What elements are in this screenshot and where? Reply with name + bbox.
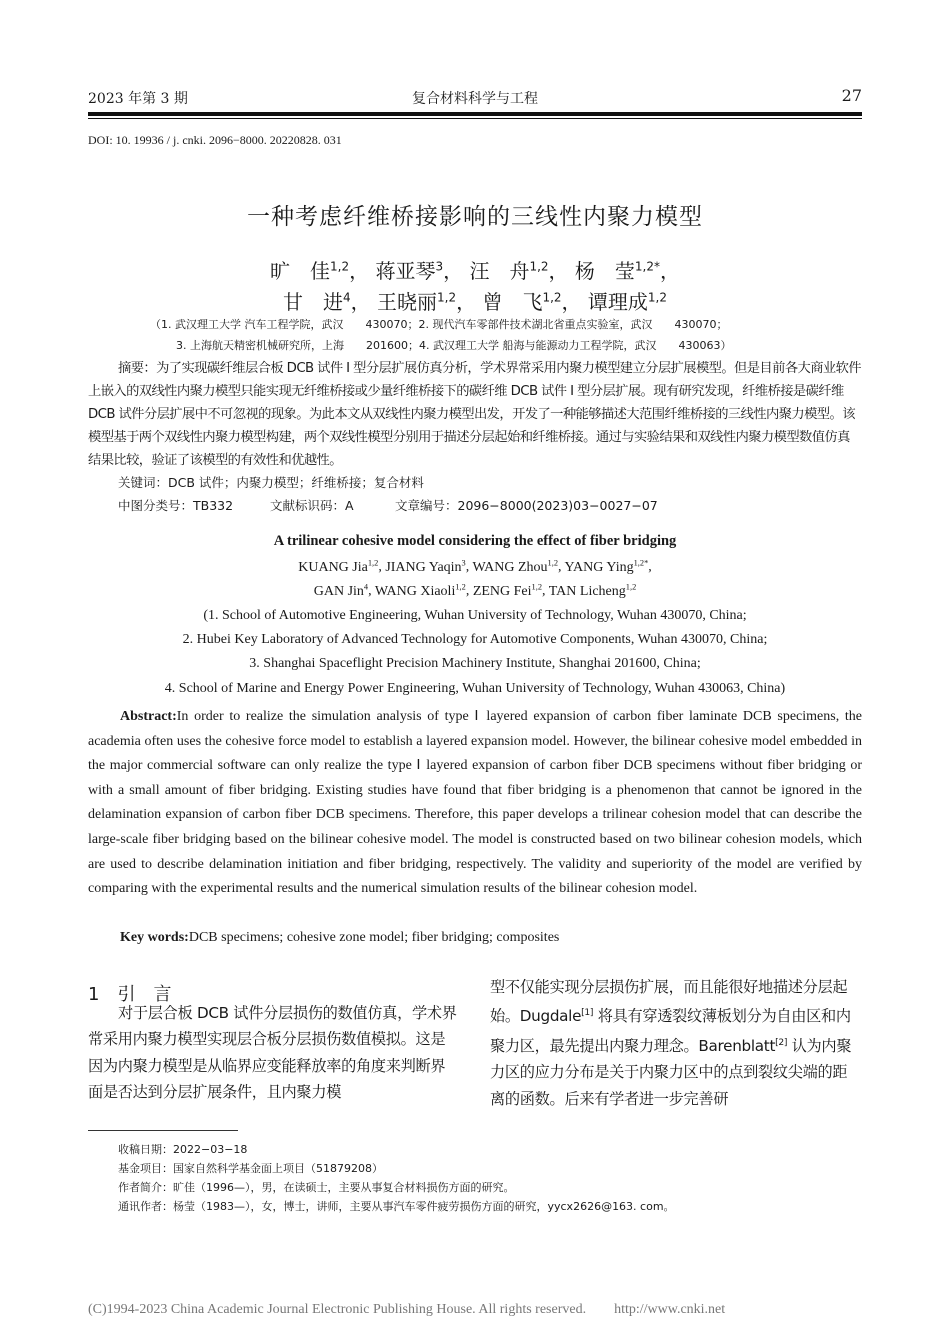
citation-1[interactable]: [1] xyxy=(581,1008,594,1019)
title-en: A trilinear cohesive model considering the effect of fiber bridging xyxy=(273,533,677,549)
affiliation-cn: 3. 上海航天精密机械研究所，上海 201600；4. 武汉理工大学 船海与能源动力工程学院，武汉 430063） xyxy=(176,339,732,352)
authors-cn-line2: 甘 进$^4$， 王晓丽$^{1,2}$， 曾 飞$^{1,2}$， 谭理成$^{1,2}$ xyxy=(283,290,667,314)
copyright-footer: (C)1994-2023 China Academic Journal Electronic Publishing House. All rights reserved. http://www.cnki.net xyxy=(88,1302,726,1317)
author-en: TAN Licheng$^{1,2}$ xyxy=(548,582,637,599)
author-cn: 王晓丽$^{1,2}$ xyxy=(377,290,457,314)
author-cn: 旷 佳$^{1,2}$ xyxy=(270,259,350,283)
classification-doc-code: 文献标识码：A xyxy=(270,498,354,513)
footnote-rule xyxy=(88,1130,238,1131)
author-en: WANG Zhou$^{1,2}$ xyxy=(472,558,558,575)
keywords-en-label: Key words: xyxy=(120,930,189,945)
author-cn: 汪 舟$^{1,2}$ xyxy=(469,259,549,283)
author-cn: 甘 进$^4$ xyxy=(283,290,351,314)
author-en: YANG Ying$^{1,2*}$ xyxy=(564,558,649,575)
header-page-number: 27 xyxy=(841,86,862,105)
author-en: KUANG Jia$^{1,2}$ xyxy=(298,558,379,575)
header-rule-thin xyxy=(88,118,862,119)
footnote-funding: 基金项目：国家自然科学基金面上项目（51879208） xyxy=(118,1162,383,1175)
body-column-right xyxy=(490,974,862,1112)
header-rule-thick xyxy=(88,112,862,116)
author-cn: 谭理成$^{1,2}$ xyxy=(587,290,667,314)
author-cn: 杨 莹$^{1,2*}$ xyxy=(574,259,660,283)
paragraph: 型不仅能实现分层损伤扩展，而且能很好地描述分层起始。Dugdale[1] 将具有穿透裂纹薄板划分为自由区和内聚力区，最先提出内聚力理念。Barenblatt[2] 认为内聚力区的应力分布是关于内聚力区中的点到裂纹尖端的距离的函数。后来有学者进一步完善研 xyxy=(490,978,852,1108)
abstract-en-label: Abstract: xyxy=(120,709,177,724)
authors-en-line2: GAN Jin$^4$, WANG Xiaoli$^{1,2}$, ZENG Fei$^{1,2}$, TAN Licheng$^{1,2}$ xyxy=(313,582,637,599)
author-en: ZENG Fei$^{1,2}$ xyxy=(472,582,542,599)
affiliation-cn: （1. 武汉理工大学 汽车工程学院，武汉 430070；2. 现代汽车零部件技术湖北省重点实验室，武汉 430070； xyxy=(150,318,728,331)
author-en: WANG Xiaoli$^{1,2}$ xyxy=(374,582,466,599)
affiliation-en: 4. School of Marine and Energy Power Engineering, Wuhan University of Technology, Wuhan 430063, China) xyxy=(164,681,786,696)
author-en: GAN Jin$^4$ xyxy=(313,582,369,599)
header-issue: 2023 年第 3 期 xyxy=(88,91,188,107)
classification-clc: 中图分类号：TB332 xyxy=(118,498,234,513)
paragraph: 对于层合板 DCB 试件分层损伤的数值仿真，学术界常采用内聚力模型实现层合板分层损伤数值模拟。这是因为内聚力模型是从临界应变能释放率的角度来判断界面是否达到分层扩展条件，且内聚力模 xyxy=(88,1004,457,1102)
author-cn: 蒋亚琴$^3$ xyxy=(375,259,444,283)
doi: DOI: 10. 19936 / j. cnki. 2096−8000. 20220828. 031 xyxy=(88,133,342,147)
abstract-cn: 摘要：为了实现碳纤维层合板 DCB 试件 Ⅰ 型分层扩展仿真分析，学术界常采用内聚力模型建立分层扩展模型。但是目前各大商业软件上嵌入的双线性内聚力模型只能实现无纤维桥接或少量纤维桥接下的碳纤维 DCB 试件 Ⅰ 型分层扩展。现有研究发现，纤维桥接是碳纤维 DCB 试件分层扩展中不可忽视的现象。为此本文从双线性内聚力模型出发，开发了一种能够描述大范围纤维桥接的三线性内聚力模型。该模型基于两个双线性内聚力模型构建，两个双线性模型分别用于描述分层起始和纤维桥接。通过与实验结果和双线性内聚力模型数值仿真结果比较，验证了该模型的有效性和优越性。 xyxy=(88,361,862,468)
author-en: JIANG Yaqin$^3$ xyxy=(385,558,466,575)
section-1-title: 1 引 言 xyxy=(88,984,172,1005)
body-column-left xyxy=(88,1000,460,1106)
affiliation-en: 3. Shanghai Spaceflight Precision Machinery Institute, Shanghai 201600, China; xyxy=(249,656,701,671)
footnote-received: 收稿日期：2022−03−18 xyxy=(118,1143,248,1156)
author-cn: 曾 飞$^{1,2}$ xyxy=(482,290,562,314)
abstract-en xyxy=(88,705,862,902)
header-journal: 复合材料科学与工程 xyxy=(412,91,538,107)
abstract-en-text: In order to realize the simulation analysis of type Ⅰ layered expansion of carbon fiber laminate DCB specimens, the academia often uses the cohesive force model to establish a layered expansion model. However, the bilinear cohesive model embedded in the major commercial software can only realize the type Ⅰ layered expansion of carbon fiber DCB specimens without fiber bridging or with a small amount of fiber bridging. Existing studies have found that fiber bridging is a phenomenon that cannot be ignored in the delamination expansion of carbon fiber DCB specimens. Therefore, this paper develops a trilinear cohesion model that can describe the large-scale fiber bridging based on the bilinear cohesive model. The model is constructed based on two bilinear cohesion models, which are used to describe delamination initiation and fiber bridging, respectively. The validity and superiority of the model are verified by comparing with the experimental results and the numerical simulation results of the bilinear cohesion model. xyxy=(88,709,862,897)
citation-2[interactable]: [2] xyxy=(775,1037,788,1048)
affiliation-en: (1. School of Automotive Engineering, Wuhan University of Technology, Wuhan 430070, China; xyxy=(203,608,747,623)
title-cn: 一种考虑纤维桥接影响的三线性内聚力模型 xyxy=(247,204,703,230)
classification-article-no: 文章编号：2096−8000(2023)03−0027−07 xyxy=(395,498,658,513)
affiliation-en: 2. Hubei Key Laboratory of Advanced Technology for Automotive Components, Wuhan 430070, China; xyxy=(182,632,768,647)
keywords-cn: 关键词：DCB 试件；内聚力模型；纤维桥接；复合材料 xyxy=(118,475,424,490)
authors-cn-line1: 旷 佳$^{1,2}$， 蒋亚琴$^3$， 汪 舟$^{1,2}$， 杨 莹$^{1,2*}$， xyxy=(270,259,680,283)
keywords-en: Key words:DCB specimens; cohesive zone model; fiber bridging; composites xyxy=(120,930,560,945)
footnote-corresponding: 通讯作者：杨莹（1983—），女，博士，讲师，主要从事汽车零件疲劳损伤方面的研究，yycx2626@163. com。 xyxy=(118,1200,675,1213)
authors-en-line1: KUANG Jia$^{1,2}$, JIANG Yaqin$^3$, WANG Zhou$^{1,2}$, YANG Ying$^{1,2*}$, xyxy=(298,558,652,575)
footnote-author-bio: 作者简介：旷佳（1996—），男，在读硕士，主要从事复合材料损伤方面的研究。 xyxy=(118,1181,515,1194)
